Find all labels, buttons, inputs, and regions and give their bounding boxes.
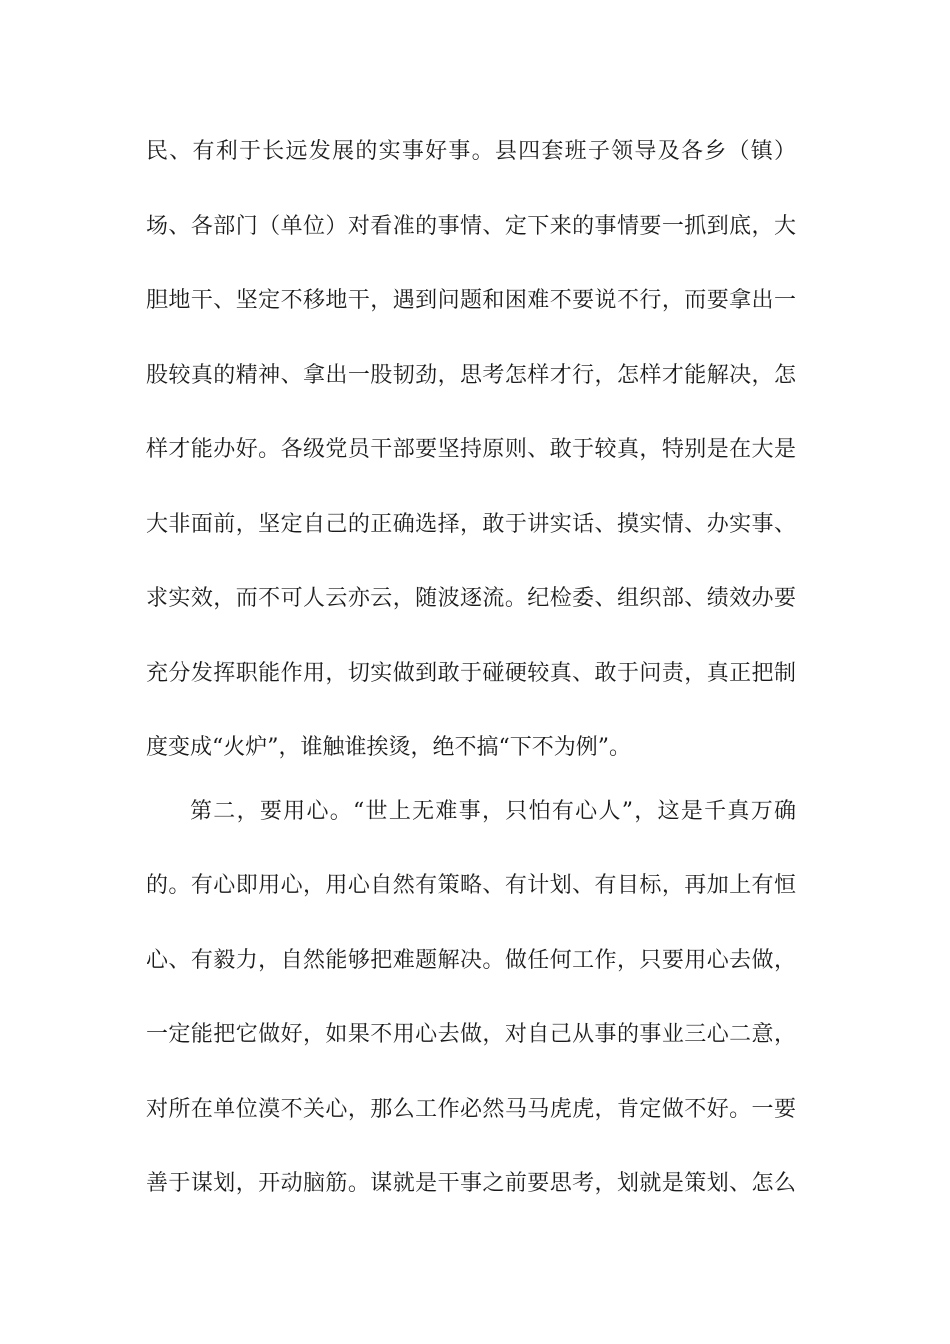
text-line-12: 心、有毅力，自然能够把难题解决。做任何工作，只要用心去做，: [146, 948, 796, 973]
text-line-14: 对所在单位漠不关心，那么工作必然马马虎虎，肯定做不好。一要: [146, 1097, 796, 1122]
text-line-8: 充分发挥职能作用，切实做到敢于碰硬较真、敢于问责，真正把制: [146, 661, 796, 686]
text-line-6: 大非面前，坚定自己的正确选择，敢于讲实话、摸实情、办实事、: [146, 512, 796, 537]
text-line-13: 一定能把它做好，如果不用心去做，对自己从事的事业三心二意，: [146, 1022, 796, 1047]
text-line-2: 场、各部门（单位）对看准的事情、定下来的事情要一抓到底，大: [146, 214, 796, 239]
text-line-9: 度变成“火炉”，谁触谁挨烫，绝不搞“下不为例”。: [146, 735, 631, 760]
text-line-11: 的。有心即用心，用心自然有策略、有计划、有目标，再加上有恒: [146, 873, 796, 898]
text-line-3: 胆地干、坚定不移地干，遇到问题和困难不要说不行，而要拿出一: [146, 288, 796, 313]
text-line-10: 第二，要用心。“世上无难事，只怕有心人”，这是千真万确: [190, 799, 796, 824]
text-line-4: 股较真的精神、拿出一股韧劲，思考怎样才行，怎样才能解决，怎: [146, 363, 796, 388]
text-line-5: 样才能办好。各级党员干部要坚持原则、敢于较真，特别是在大是: [146, 437, 796, 462]
text-line-7: 求实效，而不可人云亦云，随波逐流。纪检委、组织部、绩效办要: [146, 586, 796, 611]
text-line-15: 善于谋划，开动脑筋。谋就是干事之前要思考，划就是策划、怎么: [146, 1171, 796, 1196]
text-line-1: 民、有利于长远发展的实事好事。县四套班子领导及各乡（镇）: [146, 139, 796, 164]
